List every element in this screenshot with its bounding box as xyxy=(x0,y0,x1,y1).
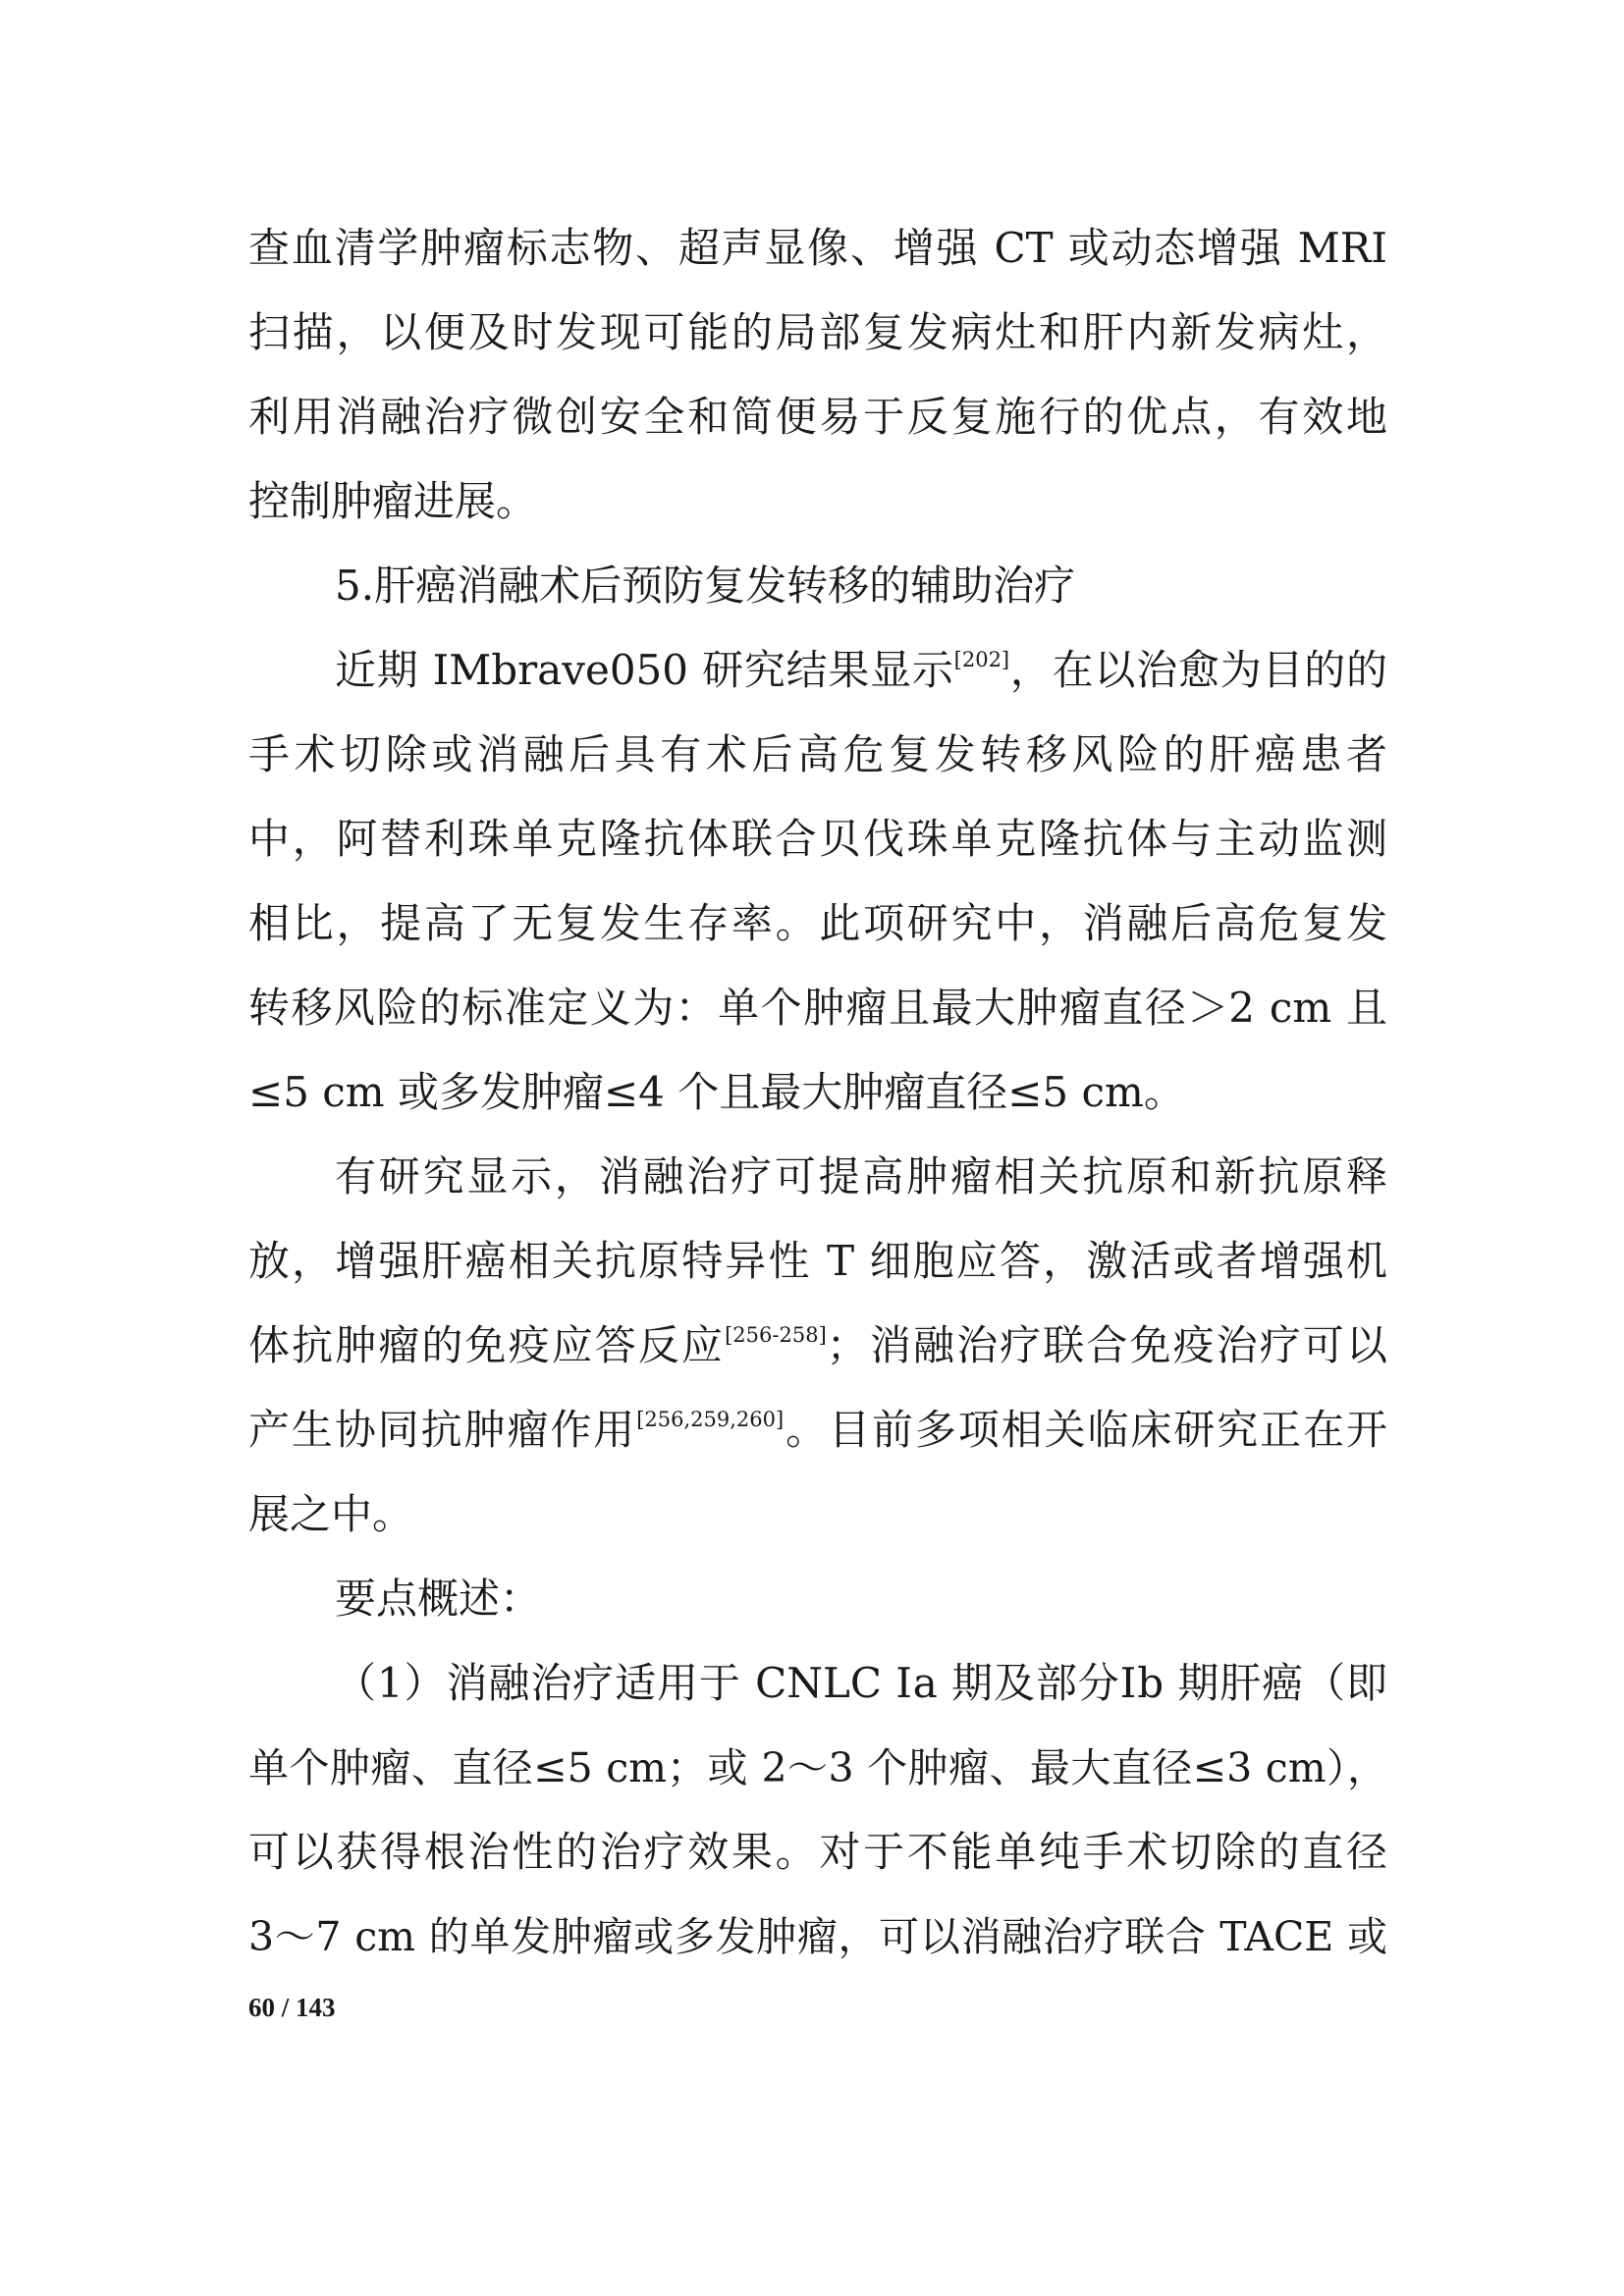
text-line: 展之中。 xyxy=(248,1490,414,1538)
section-heading: 5.肝癌消融术后预防复发转移的辅助治疗 xyxy=(335,561,1076,610)
section-heading: 要点概述： xyxy=(335,1575,542,1623)
text-line: ≤5 cm 或多发肿瘤≤4 个且最大肿瘤直径≤5 cm。 xyxy=(248,1068,1185,1116)
citation-ref[interactable]: [256,259,260] xyxy=(636,1408,785,1431)
text-line: 单个肿瘤、直径≤5 cm；或 2～3 个肿瘤、最大直径≤3 cm）， xyxy=(248,1744,1387,1791)
text-line: 中，阿替利珠单克隆抗体联合贝伐珠单克隆抗体与主动监测 xyxy=(248,815,1387,863)
page-number: 60 / 143 xyxy=(248,1993,336,2022)
text-line: 扫描，以便及时发现可能的局部复发病灶和肝内新发病灶， xyxy=(248,308,1387,356)
text-line: 查血清学肿瘤标志物、超声显像、增强 CT 或动态增强 MRI xyxy=(248,224,1387,272)
text-line: 手术切除或消融后具有术后高危复发转移风险的肝癌患者 xyxy=(248,730,1387,778)
citation-ref[interactable]: [202] xyxy=(953,648,1010,671)
text-line xyxy=(248,1316,1387,1375)
text-line: 放，增强肝癌相关抗原特异性 T 细胞应答，激活或者增强机 xyxy=(248,1237,1387,1285)
text-span: 。目前多项相关临床研究正在开 xyxy=(784,1406,1387,1454)
text-line xyxy=(248,1401,1387,1460)
text-span: 近期 IMbrave050 研究结果显示 xyxy=(335,646,954,694)
text-line xyxy=(335,641,1387,700)
text-span: ，在以治愈为目的的 xyxy=(1009,646,1387,694)
text-line: 利用消融治疗微创安全和简便易于反复施行的优点，有效地 xyxy=(248,393,1387,441)
text-line: 有研究显示，消融治疗可提高肿瘤相关抗原和新抗原释 xyxy=(335,1152,1387,1201)
text-line: 3～7 cm 的单发肿瘤或多发肿瘤，可以消融治疗联合 TACE 或 xyxy=(248,1913,1387,1960)
text-line: （1）消融治疗适用于 CNLC Ⅰa 期及部分Ⅰb 期肝癌（即 xyxy=(335,1659,1387,1707)
text-span: ；消融治疗联合免疫治疗可以 xyxy=(826,1321,1387,1369)
text-span: 产生协同抗肿瘤作用 xyxy=(248,1406,637,1454)
citation-ref[interactable]: [256-258] xyxy=(725,1323,827,1347)
text-line: 控制肿瘤进展。 xyxy=(248,477,538,525)
text-line: 转移风险的标准定义为：单个肿瘤且最大肿瘤直径＞2 cm 且 xyxy=(248,984,1387,1032)
text-span: 体抗肿瘤的免疫应答反应 xyxy=(248,1321,726,1369)
text-line: 可以获得根治性的治疗效果。对于不能单纯手术切除的直径 xyxy=(248,1828,1387,1876)
text-line: 相比，提高了无复发生存率。此项研究中，消融后高危复发 xyxy=(248,899,1387,947)
